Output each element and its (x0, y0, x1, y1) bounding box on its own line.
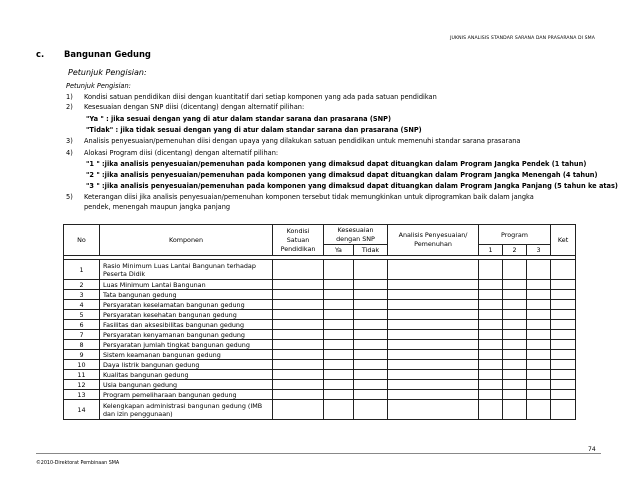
row-no: 5 (64, 310, 100, 320)
row-no: 10 (64, 360, 100, 370)
instruction-line: 1) Kondisi satuan pendidikan diisi dengan kuantitatif dari setiap komponen yang ada pada satuan pendidikan (66, 93, 437, 101)
row-no: 3 (64, 290, 100, 300)
header-no: No (64, 225, 100, 256)
instruction-option-tidak: "Tidak" : jika tidak sesuai dengan yang di atur dalam standar sarana dan prasarana (SNP) (86, 126, 422, 134)
row-no: 4 (64, 300, 100, 310)
running-header: JUKNIS ANALISIS STANDAR SARANA DAN PRASARANA DI SMA (450, 36, 595, 41)
row-komponen: Rasio Minimum Luas Lantai Bangunan terhadap Peserta Didik (100, 260, 273, 280)
header-program: Program (479, 225, 551, 245)
header-ket: Ket (551, 225, 576, 256)
header-komponen: Komponen (100, 225, 273, 256)
header-program-3: 3 (527, 245, 551, 256)
petunjuk-subheading: Petunjuk Pengisian: (66, 82, 131, 90)
petunjuk-heading: Petunjuk Pengisian: (68, 68, 147, 77)
row-no: 8 (64, 340, 100, 350)
header-tidak: Tidak (354, 245, 388, 256)
table-row (64, 400, 576, 420)
header-kesesuaian: Kesesuaian dengan SNP (324, 225, 388, 245)
instruction-option-1: "1 " :jika analisis penyesuaian/pemenuhan pada komponen yang dimaksud dapat dituangkan dalam Program Jangka Pendek (1 tahun) (86, 160, 587, 168)
header-program-1: 1 (479, 245, 503, 256)
row-no: 7 (64, 330, 100, 340)
instruction-option-3: "3 " :jika analisis penyesuaian/pemenuhan pada komponen yang dimaksud dapat dituangkan dalam Program Jangka Panjang (5 tahun ke atas) (86, 182, 618, 190)
table-row (64, 350, 576, 360)
instruction-line: 2) Kesesuaian dengan SNP diisi (dicentang) dengan alternatif pilihan: (66, 103, 305, 111)
table-row (64, 360, 576, 370)
page-number: 74 (588, 446, 596, 453)
section-letter: c. (36, 49, 45, 59)
table-row (64, 280, 576, 290)
row-komponen: Daya listrik bangunan gedung (100, 360, 273, 370)
footer-divider (36, 453, 601, 454)
instruction-option-ya: "Ya " : jika sesuai dengan yang di atur dalam standar sarana dan prasarana (SNP) (86, 115, 392, 123)
instruction-line: 3) Analisis penyesuaian/pemenuhan diisi dengan upaya yang dilakukan satuan pendidikan untuk memenuhi standar sarana prasarana (66, 137, 521, 145)
table-row (64, 340, 576, 350)
table-row (64, 300, 576, 310)
row-komponen: Luas Minimum Lantai Bangunan (100, 280, 273, 290)
instruction-line: 4) Alokasi Program diisi (dicentang) dengan alternatif pilihan: (66, 149, 279, 157)
component-table (63, 224, 576, 420)
row-no: 14 (64, 400, 100, 420)
row-komponen: Tata bangunan gedung (100, 290, 273, 300)
row-komponen: Usia bangunan gedung (100, 380, 273, 390)
instruction-option-2: "2 " :jika analisis penyesuaian/pemenuhan pada komponen yang dimaksud dapat dituangkan dalam Program Jangka Menengah (4 tahun) (86, 171, 598, 179)
footer-copyright: ©2010-Direktorat Pembinaan SMA (36, 461, 120, 466)
table-row (64, 380, 576, 390)
row-komponen: Persyaratan kenyamanan bangunan gedung (100, 330, 273, 340)
header-analisis: Analisis Penyesuaian/ Pemenuhan (388, 225, 479, 256)
row-komponen: Persyaratan kesehatan bangunan gedung (100, 310, 273, 320)
header-ya: Ya (324, 245, 354, 256)
table-row (64, 320, 576, 330)
table-row (64, 390, 576, 400)
table-row (64, 310, 576, 320)
instruction-line: 5) Keterangan diisi jika analisis penyesuaian/pemenuhan komponen tersebut tidak memungkinkan untuk diprogramkan baik dalam jangka (66, 193, 534, 201)
row-komponen: Kelengkapan administrasi bangunan gedung (IMB dan izin penggunaan) (100, 400, 273, 420)
table-row (64, 290, 576, 300)
row-no: 9 (64, 350, 100, 360)
row-no: 12 (64, 380, 100, 390)
row-komponen: Persyaratan jumlah tingkat bangunan gedung (100, 340, 273, 350)
row-komponen: Program pemeliharaan bangunan gedung (100, 390, 273, 400)
row-no: 2 (64, 280, 100, 290)
row-no: 13 (64, 390, 100, 400)
row-komponen: Persyaratan keselamatan bangunan gedung (100, 300, 273, 310)
row-no: 11 (64, 370, 100, 380)
row-komponen: Kualitas bangunan gedung (100, 370, 273, 380)
row-no: 6 (64, 320, 100, 330)
table-row (64, 260, 576, 280)
header-program-2: 2 (503, 245, 527, 256)
row-komponen: Fasilitas dan aksesibilitas bangunan gedung (100, 320, 273, 330)
table-row (64, 330, 576, 340)
section-title: Bangunan Gedung (64, 49, 151, 59)
instruction-line-cont: pendek, menengah maupun jangka panjang (84, 203, 231, 211)
header-kondisi: Kondisi Satuan Pendidikan (273, 225, 324, 256)
row-komponen: Sistem keamanan bangunan gedung (100, 350, 273, 360)
row-no: 1 (64, 260, 100, 280)
table-row (64, 370, 576, 380)
